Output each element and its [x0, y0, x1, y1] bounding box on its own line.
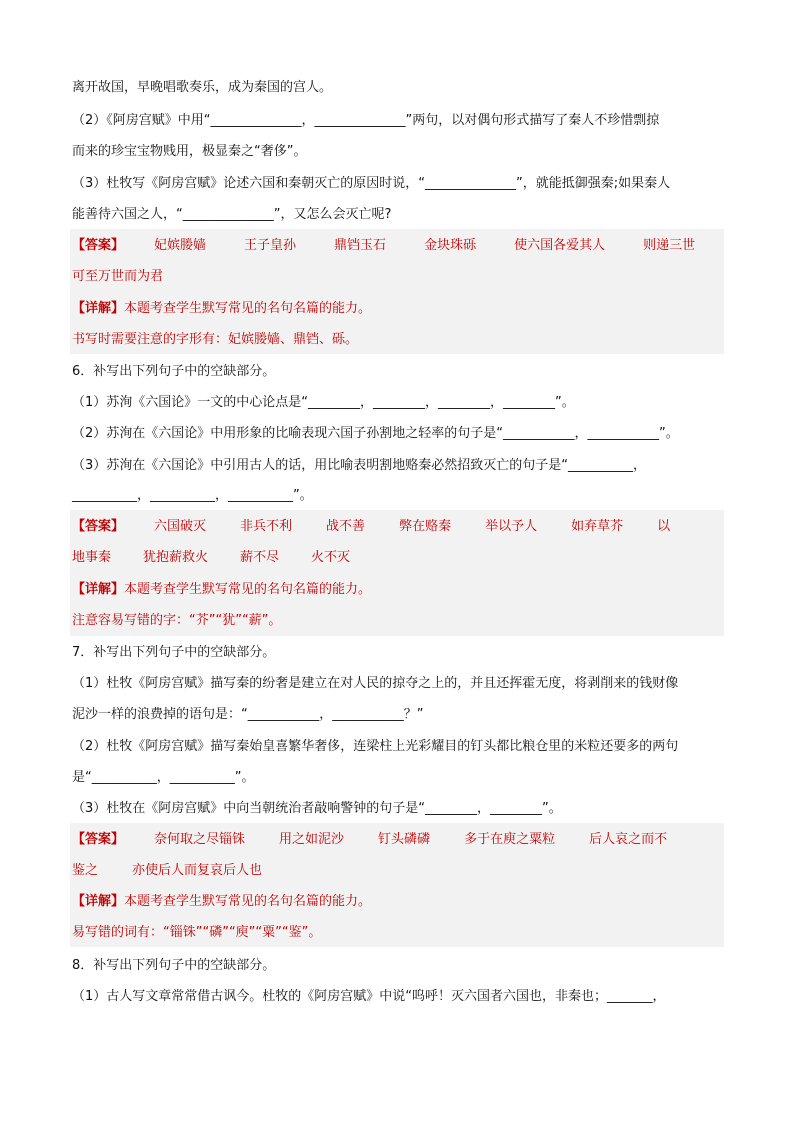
detail-text: 本题考查学生默写常见的名句名篇的能力。 — [124, 894, 372, 909]
q6-sub3-a: （3）苏洵在《六国论》中引用古人的话，用比喻表明割地赂秦必然招致灭亡的句子是“__________， — [72, 458, 647, 473]
q8-sub1: （1）古人写文章常常借古讽今。杜牧的《阿房宫赋》中说“呜呼！灭六国者六国也，非秦也；_______， — [72, 989, 666, 1004]
q5-sub2-b: 而来的珍宝宝物贱用，极显秦之“奢侈”。 — [72, 144, 307, 159]
answer-item: 妃嫔媵嫱 — [154, 238, 207, 253]
answer-item: 火不灭 — [311, 550, 351, 565]
answer-item: 非兵不利 — [240, 519, 293, 534]
q5-answer-line — [72, 236, 695, 256]
q5-sub3-b: 能善待六国之人，“______________”，又怎么会灭亡呢? — [72, 207, 392, 222]
detail-label: 【详解】 — [72, 301, 125, 316]
q7-sub2-a: （2）杜牧《阿房宫赋》描写秦始皇喜繁华奢侈，连梁柱上光彩耀目的钉头都比粮仓里的米粒还要多的两句 — [72, 739, 679, 754]
detail-text: 本题考查学生默写常见的名句名篇的能力。 — [124, 301, 372, 316]
answer-item: 金块珠砾 — [424, 238, 477, 253]
q7-sub1-a: （1）杜牧《阿房宫赋》描写秦的纷奢是建立在对人民的掠夺之上的，并且还挥霍无度，将剥削来的钱财像 — [72, 676, 679, 691]
answer-item: 钉头磷磷 — [378, 832, 431, 847]
q5-note: 书写时需要注意的字形有：妃嫔媵嫱、鼎铛、砾。 — [72, 332, 359, 347]
answer-item: 则递三世 — [643, 238, 696, 253]
answer-label: 【答案】 — [72, 832, 125, 847]
answer-item: 鼎铛玉石 — [334, 238, 387, 253]
q5-sub3-a: （3）杜牧写《阿房宫赋》论述六国和秦朝灭亡的原因时说，“______________”，就能抵御强秦;如果秦人 — [72, 176, 671, 191]
detail-label: 【详解】 — [72, 894, 125, 909]
answer-item: 用之如泥沙 — [279, 832, 345, 847]
answer-item: 犹抱薪救火 — [143, 550, 209, 565]
q7-sub3: （3）杜牧在《阿房宫赋》中向当朝统治者敲响警钟的句子是“________，________”。 — [72, 801, 562, 816]
q6-detail — [72, 580, 371, 600]
detail-label: 【详解】 — [72, 582, 125, 597]
q7-detail — [72, 892, 371, 912]
q7-note: 易写错的词有：“锱铢”“磷”“庾”“粟”“鉴”。 — [72, 925, 322, 940]
q5-detail — [72, 299, 371, 319]
answer-item: 六国破灭 — [154, 519, 207, 534]
answer-item: 举以予人 — [485, 519, 538, 534]
q7-answer-cont — [72, 861, 262, 881]
q8-title: 8．补写出下列句子中的空缺部分。 — [72, 958, 276, 973]
q6-sub1: （1）苏洵《六国论》一文的中心论点是“________，________，________，________”。 — [72, 395, 575, 410]
answer-item: 奈何取之尽锱铢 — [154, 832, 246, 847]
q5-answer-cont: 可至万世而为君 — [72, 269, 164, 284]
q6-answer-cont — [72, 548, 350, 568]
answer-item: 后人哀之而不 — [589, 832, 668, 847]
q6-note: 注意容易写错的字：“芥”“犹”“薪”。 — [72, 613, 282, 628]
answer-item: 以 — [657, 519, 671, 534]
q7-answer-line — [72, 830, 667, 850]
q7-sub1-b: 泥沙一样的浪费掉的语句是：“___________，___________？” — [72, 707, 424, 722]
q5-sub2-a: （2）《阿房宫赋》中用“______________，______________”两句，以对偶句形式描写了秦人不珍惜剽掠 — [72, 113, 660, 128]
q7-sub2-b: 是“__________，__________”。 — [72, 770, 255, 785]
q6-sub3-b: __________，__________，__________”。 — [72, 488, 313, 503]
answer-item: 使六国各爱其人 — [514, 238, 606, 253]
answer-item: 薪不尽 — [240, 550, 280, 565]
answer-item: 弊在赂秦 — [399, 519, 452, 534]
q6-title: 6．补写出下列句子中的空缺部分。 — [72, 364, 276, 379]
answer-item: 地事秦 — [72, 550, 112, 565]
q5-line0: 离开故国，早晚唱歌奏乐，成为秦国的宫人。 — [72, 80, 333, 95]
answer-item: 鉴之 — [72, 863, 99, 878]
answer-label: 【答案】 — [72, 519, 125, 534]
answer-item: 多于在庾之粟粒 — [464, 832, 556, 847]
detail-text: 本题考查学生默写常见的名句名篇的能力。 — [124, 582, 372, 597]
answer-item: 如弃草芥 — [571, 519, 624, 534]
q7-title: 7．补写出下列句子中的空缺部分。 — [72, 645, 276, 660]
answer-item: 战不善 — [326, 519, 366, 534]
answer-item: 亦使后人而复哀后人也 — [132, 863, 263, 878]
answer-item: 王子皇孙 — [244, 238, 297, 253]
q6-answer-line — [72, 517, 670, 537]
answer-label: 【答案】 — [72, 238, 125, 253]
q6-sub2: （2）苏洵在《六国论》中用形象的比喻表现六国子孙割地之轻率的句子是“___________，___________”。 — [72, 426, 679, 441]
